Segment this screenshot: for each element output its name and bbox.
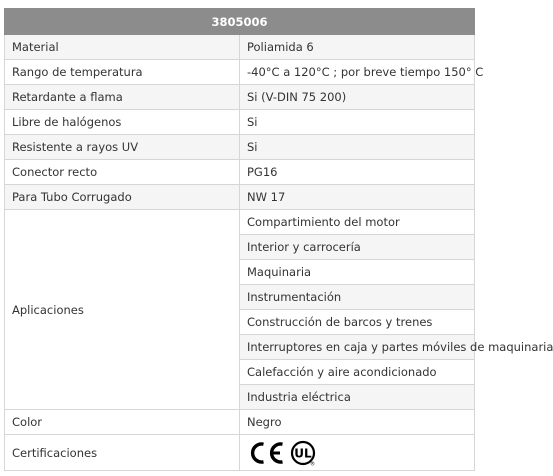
spec-row-conduit [5, 185, 475, 210]
application-item: Interruptores en caja y partes móviles de maquinaria [240, 335, 475, 360]
certification-marks-cell [240, 435, 475, 471]
certification-marks [247, 440, 316, 466]
spec-row-halogen-free [5, 110, 475, 135]
spec-label: Rango de temperatura [5, 60, 240, 85]
spec-value: PG16 [240, 160, 475, 185]
spec-value: Si [240, 135, 475, 160]
application-item: Construcción de barcos y trenes [240, 310, 475, 335]
spec-row-flame-retardant [5, 85, 475, 110]
spec-value: Negro [240, 410, 475, 435]
spec-value: NW 17 [240, 185, 475, 210]
spec-label: Libre de halógenos [5, 110, 240, 135]
spec-row-temperature [5, 60, 475, 85]
spec-label: Retardante a flama [5, 85, 240, 110]
svg-text:®: ® [310, 461, 315, 467]
applications-label: Aplicaciones [5, 210, 240, 410]
spec-label: Color [5, 410, 240, 435]
application-item: Interior y carrocería [240, 235, 475, 260]
header-row [5, 9, 475, 35]
spec-label: Material [5, 35, 240, 60]
spec-value: Poliamida 6 [240, 35, 475, 60]
applications-row [5, 210, 475, 235]
application-item: Industria eléctrica [240, 385, 475, 410]
application-item: Compartimiento del motor [240, 210, 475, 235]
spec-row-material [5, 35, 475, 60]
product-code-header: 3805006 [5, 9, 475, 35]
ce-mark-icon [247, 441, 285, 465]
application-item: Calefacción y aire acondicionado [240, 360, 475, 385]
application-item: Maquinaria [240, 260, 475, 285]
spec-row-connector [5, 160, 475, 185]
spec-value: Si [240, 110, 475, 135]
spec-row-certifications [5, 435, 475, 471]
spec-table [4, 8, 553, 471]
spec-value: Si (V-DIN 75 200) [240, 85, 475, 110]
spec-value: -40°C a 120°C ; por breve tiempo 150° C [240, 60, 475, 85]
ul-listed-icon [290, 440, 316, 466]
spec-label: Certificaciones [5, 435, 240, 471]
spec-label: Resistente a rayos UV [5, 135, 240, 160]
application-item: Instrumentación [240, 285, 475, 310]
spec-row-color [5, 410, 475, 435]
spec-row-uv-resistant [5, 135, 475, 160]
ul-mark-text: UL [294, 446, 312, 460]
spec-label: Conector recto [5, 160, 240, 185]
spec-label: Para Tubo Corrugado [5, 185, 240, 210]
